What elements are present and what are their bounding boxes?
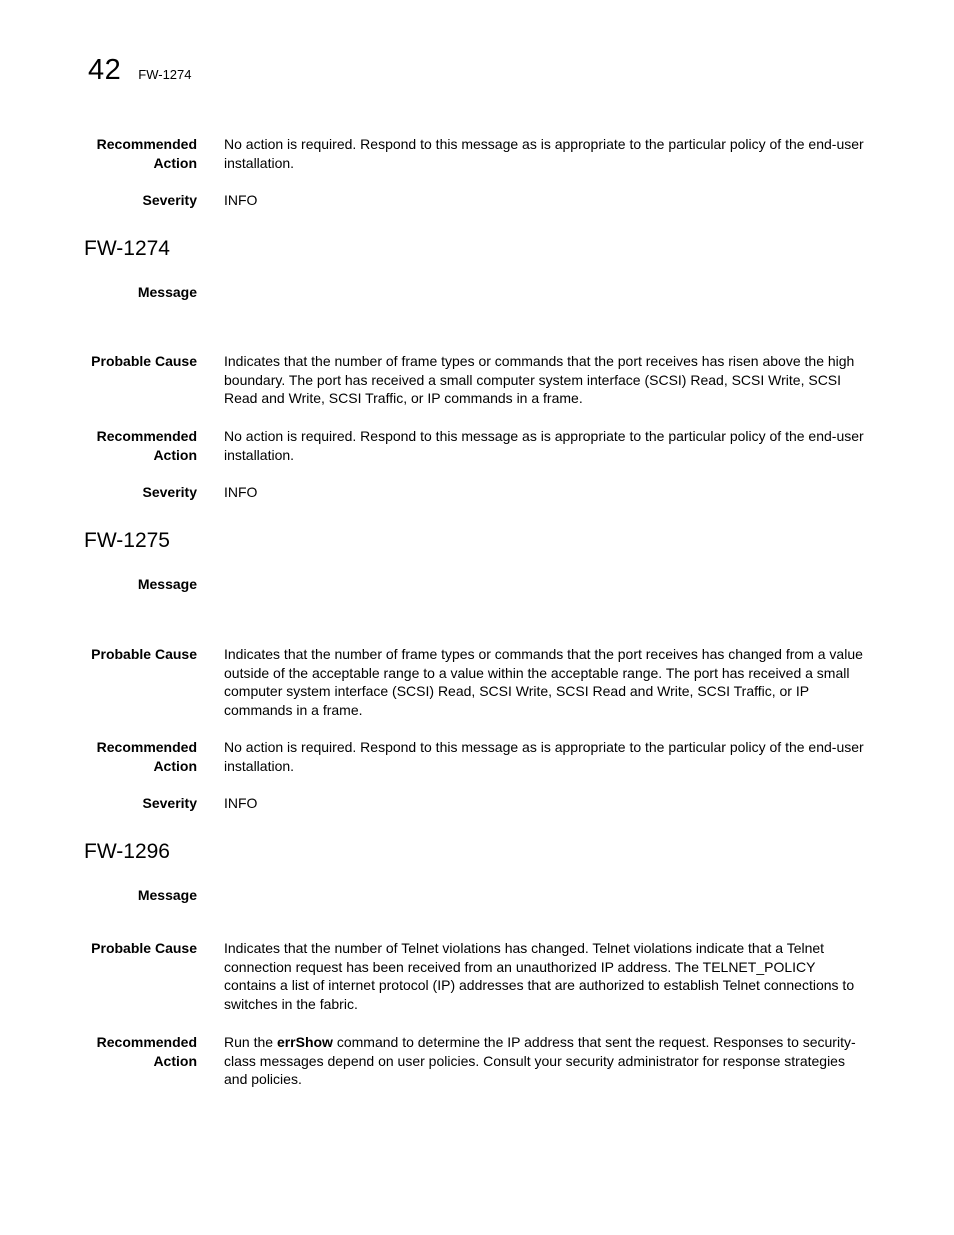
severity-label: Severity (142, 192, 197, 208)
probable-cause-label: Probable Cause (91, 646, 197, 662)
recommended-action-text (224, 1033, 870, 1089)
running-title: FW-1274 (138, 67, 192, 82)
message-label: Message (137, 284, 197, 300)
probable-cause-text: Indicates that the number of Telnet violations has changed. Telnet violations indicate that a Telnet connection request has been received from an unauthorized IP address. The TELNET_POLICY contains a list of internet protocol (IP) addresses that are authorized to establish Telnet connections to switches in the fabric. (224, 940, 855, 1012)
section-heading-fw-1296: FW-1296 (84, 840, 170, 863)
severity-text: INFO (224, 484, 258, 500)
page-number: 42 (88, 54, 122, 86)
errshow-command: errShow (276, 1034, 333, 1050)
message-label: Message (137, 576, 197, 592)
probable-cause-text: Indicates that the number of frame types or commands that the port receives has risen above the high boundary. The port has received a small computer system interface (SCSI) Read, SCSI Write, SCSI Read and Write, SCSI Traffic, or IP commands in a frame. (224, 353, 855, 407)
recommended-action-label (60, 738, 197, 776)
probable-cause-label: Probable Cause (91, 353, 197, 369)
severity-label: Severity (142, 484, 197, 500)
message-label: Message (137, 887, 197, 903)
section-heading-fw-1274: FW-1274 (84, 237, 170, 260)
recommended-action-text: No action is required. Respond to this message as is appropriate to the particular policy of the end-user installation. (224, 428, 864, 463)
probable-cause-label: Probable Cause (91, 940, 197, 956)
probable-cause-text: Indicates that the number of frame types or commands that the port receives has changed from a value outside of the acceptable range to a value within the acceptable range. The port has received a small computer system interface (SCSI) Read, SCSI Write, SCSI Read and Write, SCSI Traffic, or IP commands in a frame. (224, 646, 863, 718)
recommended-action-label-line-1: Recommended (96, 136, 197, 152)
recommended-action-label-line-2: Action (153, 1053, 197, 1069)
severity-label: Severity (142, 795, 197, 811)
recommended-action-label-line-2: Action (153, 758, 197, 774)
recommended-action-text: No action is required. Respond to this message as is appropriate to the particular policy of the end-user installation. (224, 739, 864, 774)
severity-text: INFO (224, 192, 258, 208)
recommended-action-label-line-1: Recommended (96, 1034, 197, 1050)
page-header (88, 54, 192, 90)
recommended-action-prefix: Run the (224, 1034, 277, 1050)
recommended-action-text: No action is required. Respond to this message as is appropriate to the particular policy of the end-user installation. (224, 136, 864, 171)
recommended-action-label-line-2: Action (153, 447, 197, 463)
recommended-action-suffix: command to determine the IP address that sent the request. Responses to security-class messages depend on user policies. Consult your security administrator for response strategies and policies. (224, 1034, 856, 1088)
recommended-action-label (60, 135, 197, 173)
recommended-action-label (60, 427, 197, 465)
recommended-action-label (60, 1033, 197, 1071)
severity-text: INFO (224, 795, 258, 811)
recommended-action-label-line-1: Recommended (96, 428, 197, 444)
recommended-action-label-line-1: Recommended (96, 739, 197, 755)
section-heading-fw-1275: FW-1275 (84, 529, 170, 552)
recommended-action-label-line-2: Action (153, 155, 197, 171)
